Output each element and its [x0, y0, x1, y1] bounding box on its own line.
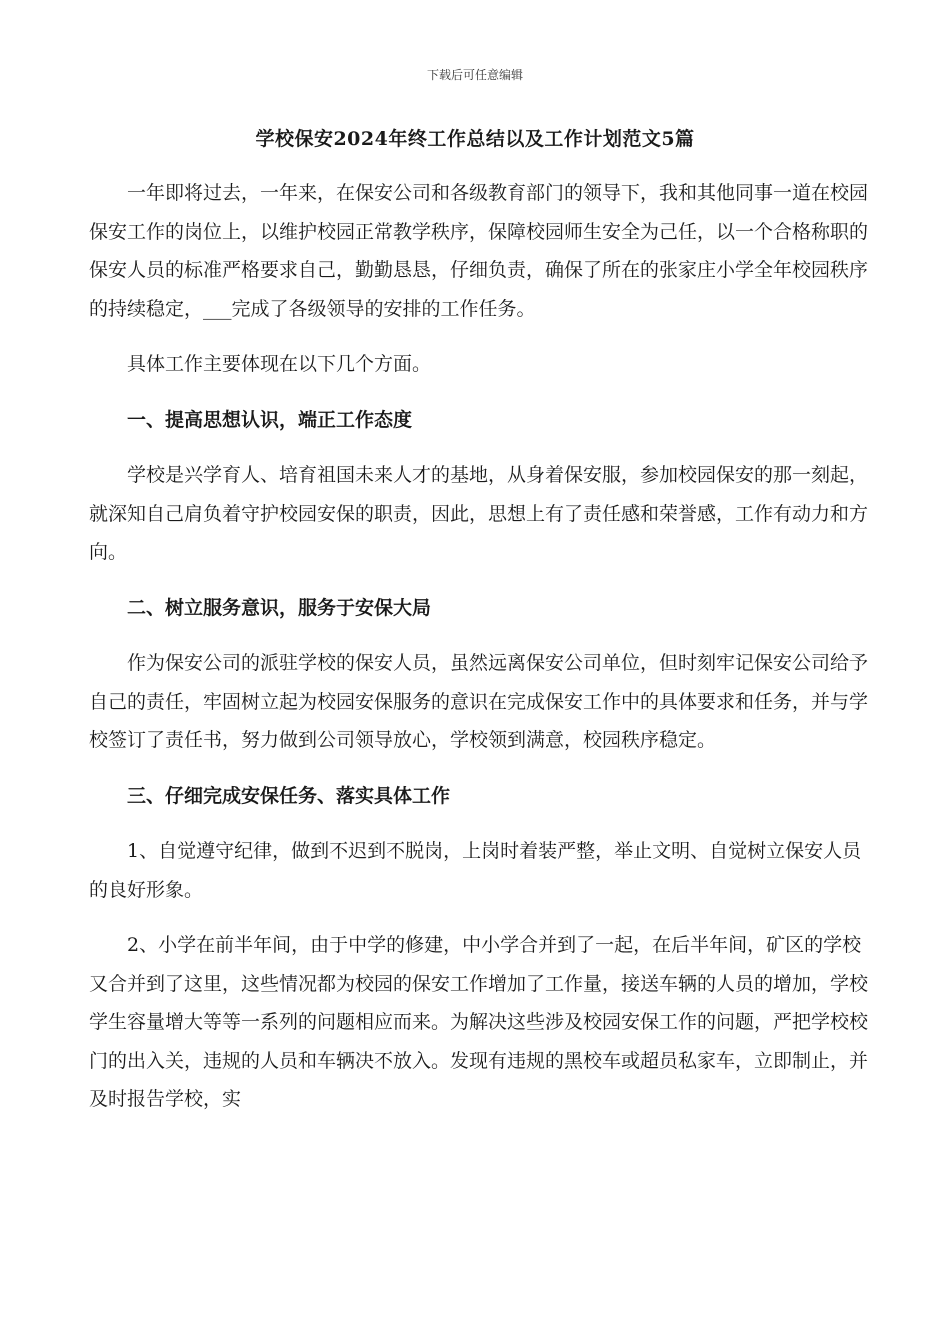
document-body: [89, 174, 879, 1136]
list-item-1: 1、自觉遵守纪律，做到不迟到不脱岗，上岗时着装严整，举止文明、自觉树立保安人员的良好形象。: [89, 840, 862, 901]
section-1-heading: 一、提高思想认识，端正工作态度: [127, 408, 413, 431]
watermark-text: 下载后可任意编辑: [426, 68, 523, 82]
section-2-heading: 二、树立服务意识，服务于安保大局: [127, 596, 432, 619]
list-item-2: 2、小学在前半年间，由于中学的修建，中小学合并到了一起，在后半年间，矿区的学校又合并到了这里，这些情况都为校园的保安工作增加了工作量，接送车辆的人员的增加，学校学生容量增大等等一系列的问题相应而来。为解决这些涉及校园安保工作的问题，严把学校校门的出入关，违规的人员和车辆决不放入。发现有违规的黑校车或超员私家车，立即制止，并及时报告学校，实: [89, 934, 869, 1110]
document-title: 学校保安2024年终工作总结以及工作计划范文5篇: [255, 128, 695, 150]
section-1-paragraph: 学校是兴学育人、培育祖国未来人才的基地，从身着保安服，参加校园保安的那一刻起，就深知自己肩负着守护校园安保的职责，因此，思想上有了责任感和荣誉感，工作有动力和方向。: [89, 464, 869, 563]
section-2-paragraph: 作为保安公司的派驻学校的保安人员，虽然远离保安公司单位，但时刻牢记保安公司给予自己的责任，牢固树立起为校园安保服务的意识在完成保安工作中的具体要求和任务，并与学校签订了责任书，努力做到公司领导放心，学校领到满意，校园秩序稳定。: [89, 652, 869, 751]
lead-paragraph: 具体工作主要体现在以下几个方面。: [127, 353, 432, 375]
section-3-heading: 三、仔细完成安保任务、落实具体工作: [127, 784, 451, 807]
intro-paragraph: 一年即将过去，一年来，在保安公司和各级教育部门的领导下，我和其他同事一道在校园保安工作的岗位上，以维护校园正常教学秩序，保障校园师生安全为己任，以一个合格称职的保安人员的标准严格要求自己，勤勤恳恳，仔细负责，确保了所在的张家庄小学全年校园秩序的持续稳定，___完成了各级领导的安排的工作任务。: [89, 182, 869, 320]
